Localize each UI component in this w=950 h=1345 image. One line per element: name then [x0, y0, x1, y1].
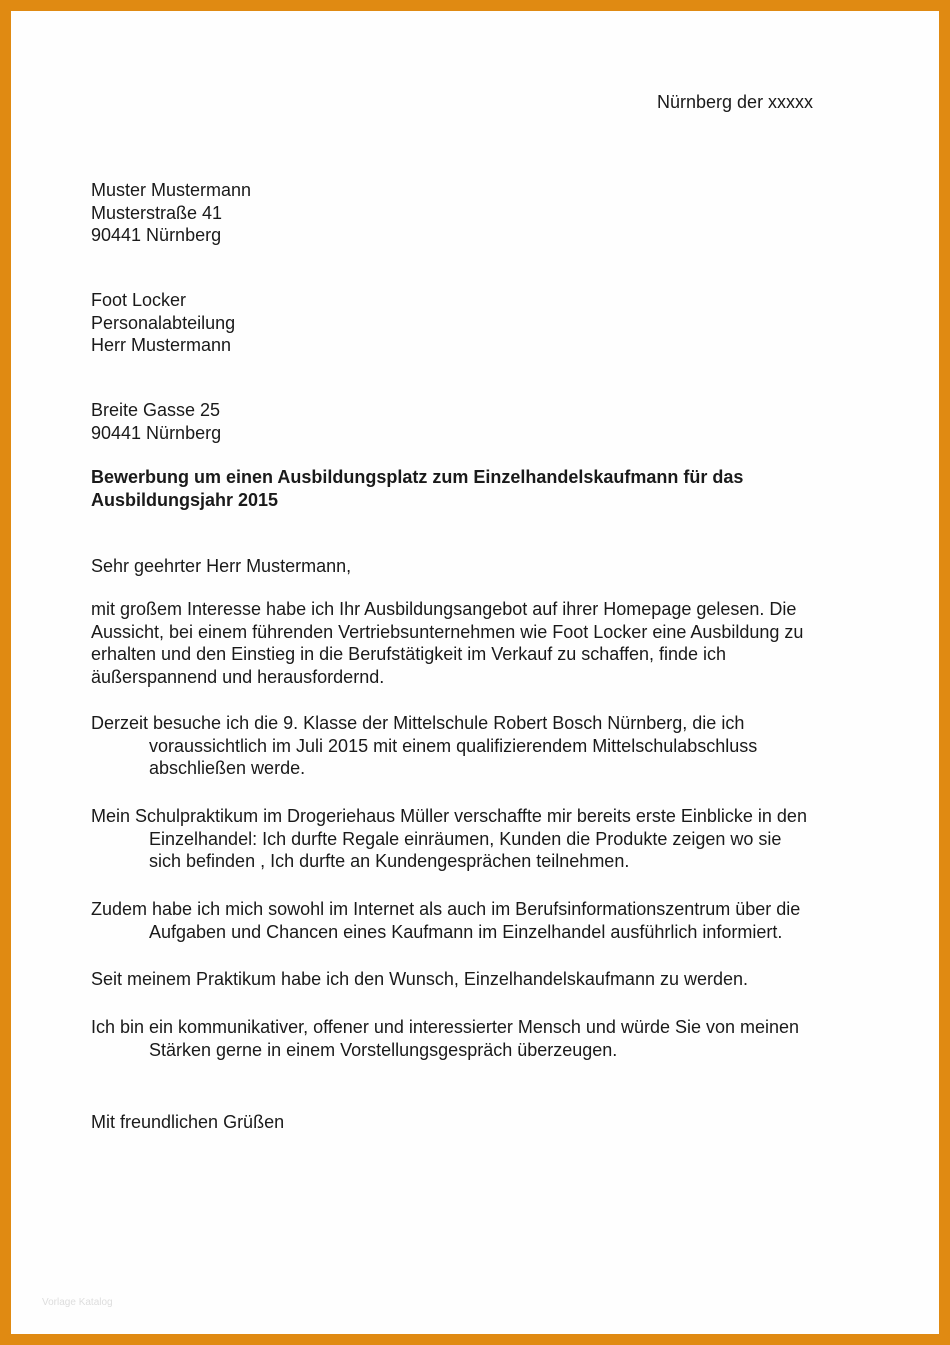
- letter-page: [11, 11, 939, 1334]
- recipient-street: Breite Gasse 25: [91, 400, 221, 420]
- paragraph-line-indented: voraussichtlich im Juli 2015 mit einem qualifizierendem Mittelschulabschluss: [149, 735, 758, 756]
- subject-line-1: Bewerbung um einen Ausbildungsplatz zum Einzelhandelskaufmann für das: [91, 467, 744, 487]
- paragraph-line: Mein Schulpraktikum im Drogeriehaus Müller verschaffte mir bereits erste Einblicke in den: [91, 806, 807, 826]
- paragraph-wish: [91, 968, 881, 991]
- paragraph-line: Aussicht, bei einem führenden Vertriebsunternehmen wie Foot Locker eine Ausbildung zu: [91, 621, 804, 642]
- paragraph-line-indented: sich befinden , Ich durfte an Kundengesprächen teilnehmen.: [149, 851, 630, 871]
- paragraph-line: äußerspannend und herausfordernd.: [91, 666, 385, 687]
- recipient-address: [91, 289, 235, 357]
- letter-date: Nürnberg der xxxxx: [657, 92, 814, 112]
- paragraph-line: Derzeit besuche ich die 9. Klasse der Mittelschule Robert Bosch Nürnberg, die ich: [91, 713, 745, 733]
- paragraph-school: [91, 712, 881, 780]
- paragraph-line: mit großem Interesse habe ich Ihr Ausbildungsangebot auf ihrer Homepage gelesen. Die: [91, 599, 797, 619]
- paragraph-interest: [91, 598, 881, 688]
- paragraph-line: erhalten und den Einstieg in die Berufstätigkeit im Verkauf zu schaffen, finde ich: [91, 644, 727, 664]
- paragraph-line: Zudem habe ich mich sowohl im Internet als auch im Berufsinformationszentrum über die: [91, 899, 801, 919]
- paragraph-line-indented: Einzelhandel: Ich durfte Regale einräumen, Kunden die Produkte zeigen wo sie: [149, 828, 782, 849]
- template-watermark: Vorlage Katalog: [42, 1297, 113, 1308]
- paragraph-line-indented: Stärken gerne in einem Vorstellungsgespräch überzeugen.: [149, 1039, 618, 1060]
- paragraph-line: Ich bin ein kommunikativer, offener und interessierter Mensch und würde Sie von meinen: [91, 1017, 800, 1037]
- sender-address: [91, 179, 251, 247]
- letter-salutation: Sehr geehrter Herr Mustermann,: [91, 556, 352, 576]
- recipient-company: Foot Locker: [91, 290, 187, 310]
- sender-name: Muster Mustermann: [91, 180, 252, 200]
- sender-city: 90441 Nürnberg: [91, 225, 222, 245]
- sender-street: Musterstraße 41: [91, 202, 223, 223]
- paragraph-line: Seit meinem Praktikum habe ich den Wunsch, Einzelhandelskaufmann zu werden.: [91, 969, 749, 989]
- recipient-street-block: [91, 399, 221, 444]
- paragraph-internship: [91, 805, 881, 873]
- recipient-contact: Herr Mustermann: [91, 335, 232, 355]
- paragraph-information: [91, 898, 881, 943]
- paragraph-line-indented: Aufgaben und Chancen eines Kaufmann im Einzelhandel ausführlich informiert.: [149, 921, 783, 942]
- letter-closing: Mit freundlichen Grüßen: [91, 1112, 285, 1132]
- letter-subject: [91, 466, 743, 511]
- recipient-department: Personalabteilung: [91, 312, 236, 333]
- subject-line-2: Ausbildungsjahr 2015: [91, 489, 279, 510]
- paragraph-line-indented: abschließen werde.: [149, 758, 306, 778]
- recipient-city: 90441 Nürnberg: [91, 422, 222, 443]
- paragraph-personality: [91, 1016, 881, 1061]
